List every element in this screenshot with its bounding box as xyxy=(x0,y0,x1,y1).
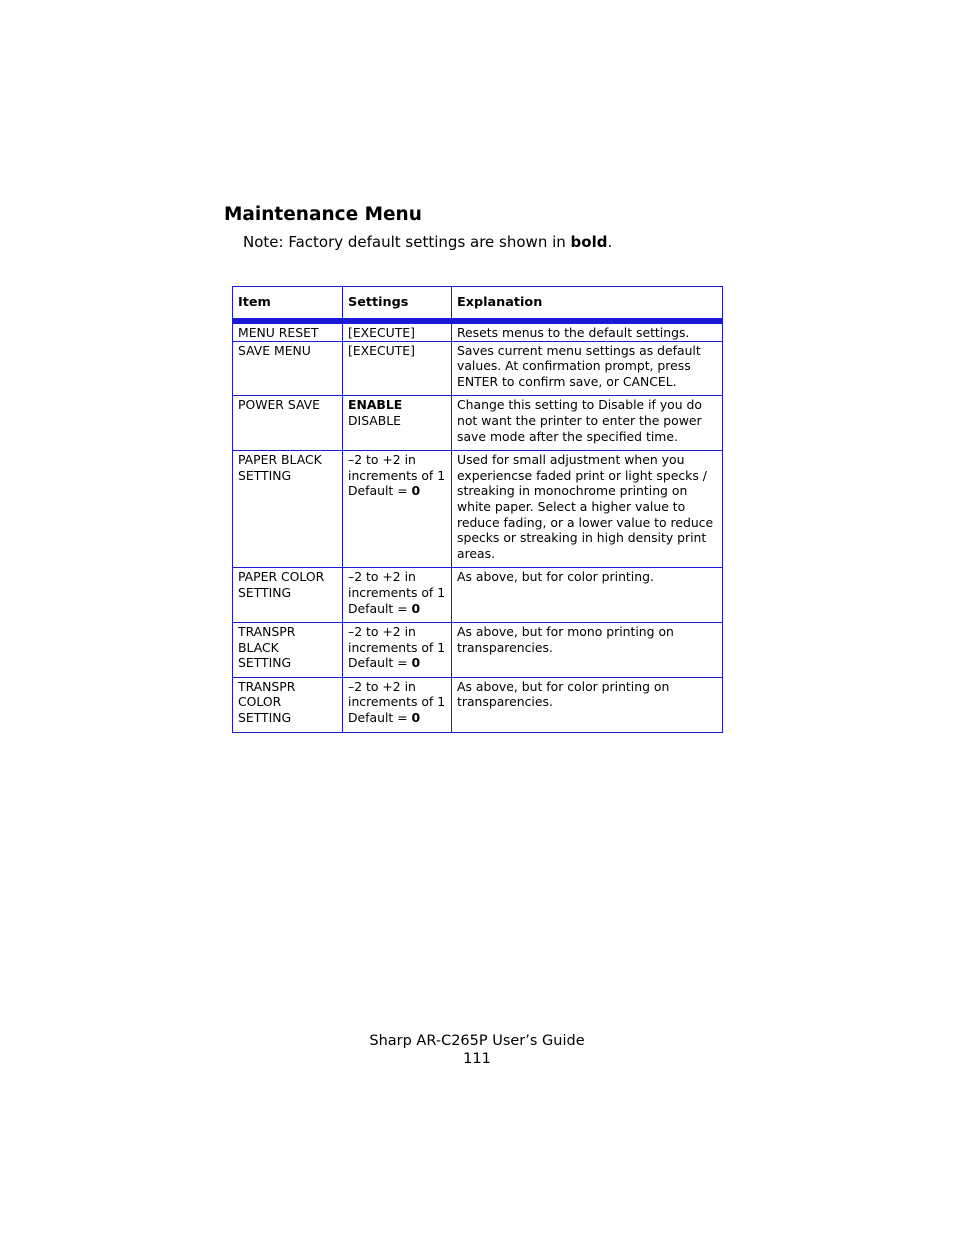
setting-text: [EXECUTE] xyxy=(348,325,415,340)
table-header-row xyxy=(233,287,723,322)
maintenance-menu-table xyxy=(232,286,723,733)
setting-text: –2 to +2 in xyxy=(348,624,416,640)
explanation-text: Used for small adjustment when you experiencse faded print or light specks / streaking in monochrome printing on white paper. Select a higher value to reduce fading, or a lower value to reduce specks or streaking in high density print areas. xyxy=(457,452,714,561)
setting-line xyxy=(348,325,447,341)
table-row xyxy=(233,321,723,341)
page-number: 111 xyxy=(463,1051,491,1067)
setting-text: –2 to +2 in xyxy=(348,452,416,468)
setting-line xyxy=(348,624,447,640)
cell-item xyxy=(233,396,343,451)
setting-text: Default = xyxy=(348,710,412,726)
setting-line xyxy=(348,483,447,499)
cell-settings xyxy=(343,568,452,623)
cell-item xyxy=(233,568,343,623)
cell-settings xyxy=(343,451,452,568)
table-row xyxy=(233,677,723,732)
footer-title: Sharp AR-C265P User’s Guide xyxy=(369,1033,585,1049)
explanation-text: Resets menus to the default settings. xyxy=(457,325,690,340)
cell-explanation xyxy=(452,677,723,732)
item-line: TRANSPR xyxy=(238,624,296,640)
setting-text: increments of 1 xyxy=(348,584,446,600)
item-line: MENU RESET xyxy=(238,325,319,340)
item-line: COLOR xyxy=(238,694,282,710)
setting-line xyxy=(348,343,447,359)
page-footer xyxy=(0,1032,954,1068)
cell-item xyxy=(233,451,343,568)
setting-text: –2 to +2 in xyxy=(348,678,416,694)
explanation-text: As above, but for color printing. xyxy=(457,569,654,585)
item-line: SETTING xyxy=(238,584,292,600)
setting-line xyxy=(348,452,447,468)
page-heading: Maintenance Menu xyxy=(224,204,422,225)
item-line: SETTING xyxy=(238,467,292,483)
setting-text: [EXECUTE] xyxy=(348,342,415,358)
cell-item xyxy=(233,677,343,732)
cell-item xyxy=(233,321,343,341)
header-item: Item xyxy=(233,287,343,322)
cell-explanation xyxy=(452,396,723,451)
setting-text: Default = xyxy=(348,600,412,616)
header-explanation: Explanation xyxy=(452,287,723,322)
explanation-text: Saves current menu settings as default values. At confirmation prompt, press ENTER to confirm save, or CANCEL. xyxy=(457,342,701,389)
note-text xyxy=(243,232,612,252)
cell-settings xyxy=(343,623,452,678)
setting-line xyxy=(348,694,447,710)
cell-explanation xyxy=(452,568,723,623)
table-body xyxy=(233,321,723,732)
cell-item xyxy=(233,341,343,396)
item-line: TRANSPR xyxy=(238,678,296,694)
item-line: SETTING xyxy=(238,655,292,671)
setting-line xyxy=(348,679,447,695)
setting-text: Default = xyxy=(348,655,412,671)
setting-line xyxy=(348,710,447,726)
note-suffix: . xyxy=(607,233,613,251)
setting-text: increments of 1 xyxy=(348,639,446,655)
cell-settings xyxy=(343,677,452,732)
default-value: 0 xyxy=(411,483,421,499)
setting-text: –2 to +2 in xyxy=(348,569,416,585)
cell-settings xyxy=(343,341,452,396)
cell-explanation xyxy=(452,451,723,568)
item-line: SAVE MENU xyxy=(238,342,311,358)
cell-item xyxy=(233,623,343,678)
explanation-text: Change this setting to Disable if you do not want the printer to enter the power save mode after the specified time. xyxy=(457,397,702,444)
table-row xyxy=(233,396,723,451)
cell-settings xyxy=(343,321,452,341)
default-value: 0 xyxy=(411,710,421,726)
setting-text: increments of 1 xyxy=(348,694,446,710)
setting-line xyxy=(348,413,447,429)
cell-explanation xyxy=(452,623,723,678)
setting-text: increments of 1 xyxy=(348,467,446,483)
cell-explanation xyxy=(452,341,723,396)
header-settings: Settings xyxy=(343,287,452,322)
explanation-text: As above, but for mono printing on transparencies. xyxy=(457,624,674,655)
cell-settings xyxy=(343,396,452,451)
note-emphasis: bold xyxy=(570,233,608,251)
setting-text: Default = xyxy=(348,483,412,499)
setting-default-option xyxy=(348,397,447,413)
item-line: BLACK xyxy=(238,639,279,655)
default-value: 0 xyxy=(411,655,421,671)
setting-line xyxy=(348,468,447,484)
cell-explanation xyxy=(452,321,723,341)
note-prefix: Note: Factory default settings are shown in xyxy=(243,233,571,251)
setting-text: DISABLE xyxy=(348,412,401,428)
setting-line xyxy=(348,569,447,585)
table-row xyxy=(233,623,723,678)
item-line: POWER SAVE xyxy=(238,397,320,413)
table-row xyxy=(233,341,723,396)
table-row xyxy=(233,451,723,568)
setting-line xyxy=(348,601,447,617)
table-row xyxy=(233,568,723,623)
setting-line xyxy=(348,640,447,656)
default-value: 0 xyxy=(411,600,421,616)
item-line: SETTING xyxy=(238,710,292,726)
setting-line xyxy=(348,655,447,671)
item-line: PAPER COLOR xyxy=(238,569,325,585)
explanation-text: As above, but for color printing on transparencies. xyxy=(457,678,670,710)
item-line: PAPER BLACK xyxy=(238,452,322,468)
setting-text: ENABLE xyxy=(348,397,403,413)
setting-line xyxy=(348,585,447,601)
